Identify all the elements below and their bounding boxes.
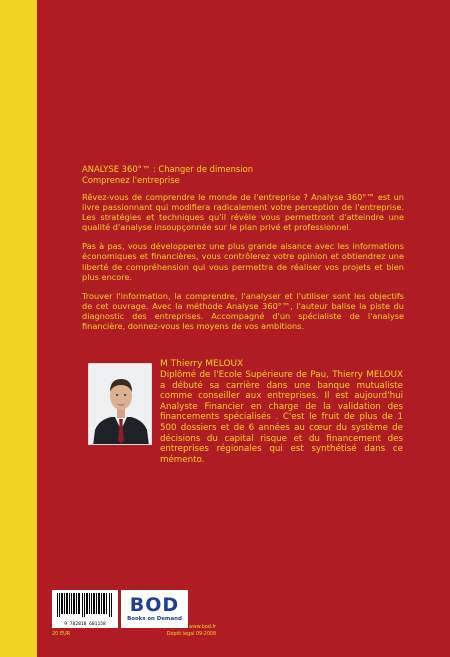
- book-title: ANALYSE 360°™ : Changer de dimension: [82, 164, 254, 174]
- barcode-icon: [52, 590, 118, 620]
- author-portrait-icon: [89, 364, 152, 445]
- price-label: 20 EUR: [52, 631, 71, 637]
- bod-logo-icon: BOD: [129, 594, 180, 616]
- isbn-barcode: [52, 590, 118, 628]
- book-subtitle: Comprenez l'entreprise: [82, 175, 180, 185]
- paragraph-objectives: Trouver l'information, la comprendre, l'analyser et l'utiliser sont les objectifs de cet ouvrage. Avec la méthode Analyse 360°™, l'auteur balise la piste du diagnostic des entreprises. Accompagné d'un spécialiste de l'analyse financière, donnez-vous les moyens de vos ambitions.: [82, 290, 404, 332]
- legal-deposit: Dépôt légal 09-2008: [166, 632, 216, 637]
- isbn-number: 9 782810 601158: [64, 622, 106, 627]
- paragraph-steps: Pas à pas, vous développerez une plus grande aisance avec les informations économiques et financières, vous contrôlerez votre opinion et obtiendrez une liberté de compréhension qui vous permettra de réaliser vos projets et bien plus encore.: [82, 241, 404, 282]
- author-photo: [88, 363, 152, 445]
- back-cover-text: [82, 164, 404, 331]
- paragraph-intro: Rêvez-vous de comprendre le monde de l'entreprise ? Analyse 360°™ est un livre passionnant qui modifiera radicalement votre perception de l'entreprise. Les stratégies et techniques qu'il révèle vous permettront d'atteindre une qualité d'analyse insoupçonnée sur le plan privé et professionnel.: [82, 192, 404, 233]
- publisher-logo: [121, 590, 188, 628]
- book-spine: [0, 0, 37, 657]
- author-name: M Thierry MELOUX: [160, 359, 244, 369]
- publisher-subtitle: Books on Demand: [127, 616, 182, 622]
- publisher-website: www.bod.fr: [188, 625, 216, 630]
- author-bio: Diplômé de l'Ecole Supérieure de Pau, Thierry MELOUX a débuté sa carrière dans une banque mutualiste comme conseiller aux entreprises. Il est aujourd'hui Analyste Financier en charge de la validation des financements spécialisés . C'est le fruit de plus de 1 500 dossiers et de 6 années au cœur du système de décisions du capital risque et du financement des entreprises régionales qui est synthétisé dans ce mémento.: [160, 370, 403, 465]
